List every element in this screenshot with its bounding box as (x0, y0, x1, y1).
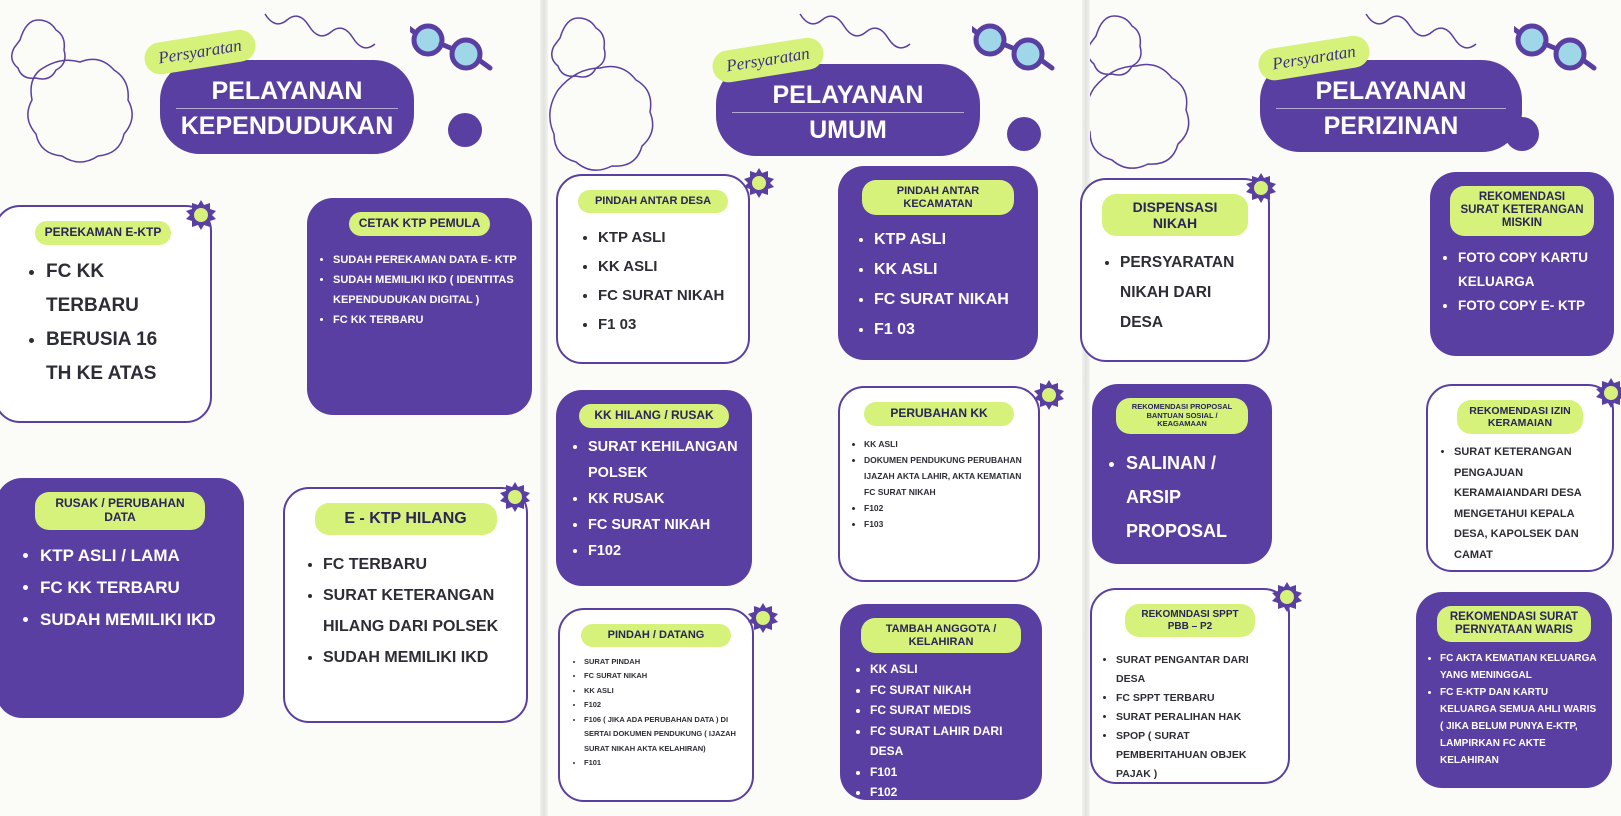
title-line-1: PELAYANAN (772, 81, 924, 109)
sun-badge-icon (1272, 582, 1302, 612)
card-header: PEREKAMAN E-KTP (35, 221, 172, 245)
list-item: • SURAT PERALIHAN HAK (1116, 708, 1274, 727)
list-item: • F106 ( JIKA ADA PERUBAHAN DATA ) DI SERTAI DOKUMEN PENDUKUNG ( IJAZAH SURAT NIKAH AKTA KELAHIRAN) (584, 713, 738, 757)
sun-badge-icon (1596, 378, 1621, 408)
list-item: • SURAT PENGANTAR DARI DESA (1116, 651, 1274, 689)
card-header: PINDAH ANTAR KECAMATAN (862, 180, 1014, 215)
list-item: • SALINAN / ARSIP PROPOSAL (1126, 446, 1258, 548)
glasses-icon (972, 22, 1062, 82)
card-header: KK HILANG / RUSAK (579, 404, 729, 428)
title-line-2: UMUM (809, 116, 887, 144)
card-header: REKOMNDASI SPPT PBB – P2 (1125, 604, 1255, 637)
list-item: • FC SURAT LAHIR DARI DESA (870, 721, 1028, 762)
title-line-1: PELAYANAN (211, 77, 363, 105)
list-item: • FC KK TERBARU (46, 255, 196, 323)
list-item: • SUDAH MEMILIKI IKD ( IDENTITAS KEPENDUDUKAN DIGITAL ) (333, 270, 518, 310)
fold-line (540, 0, 548, 816)
list-item: • KTP ASLI / LAMA (40, 540, 230, 572)
sun-badge-icon (500, 482, 530, 512)
list-item: • KK ASLI (874, 255, 1024, 285)
card-rekomendasi-sppt-pbb (1090, 588, 1290, 784)
list-item: • F102 (588, 538, 738, 564)
card-pindah-datang (558, 608, 754, 802)
panel-umum (548, 0, 1078, 816)
list-item: • F1 03 (874, 315, 1024, 345)
list-item: • FC E-KTP DAN KARTU KELUARGA SEMUA AHLI WARIS ( JIKA BELUM PUNYA E-KTP, LAMPIRKAN FC AKTE KELAHIRAN (1440, 684, 1598, 769)
list-item: • PERSYARATAN NIKAH DARI DESA (1120, 248, 1254, 338)
list-item: • SUDAH MEMILIKI IKD (40, 604, 230, 636)
list-item: • SURAT KETERANGAN PENGAJUAN KERAMAIANDARI DESA MENGETAHUI KEPALA DESA, KAPOLSEK DAN CAMAT (1454, 442, 1598, 565)
list-item: • F1 03 (598, 310, 734, 339)
list-item: • FC KK TERBARU (333, 310, 518, 330)
list-item: • SPOP ( SURAT PEMBERITAHUAN OBJEK PAJAK ) (1116, 727, 1274, 784)
list-item: • F101 (870, 762, 1028, 783)
list-item: • FC SURAT NIKAH (870, 680, 1028, 701)
panel-kependudukan (0, 0, 530, 816)
page-title (160, 60, 414, 154)
list-item: • FC TERBARU (323, 549, 512, 580)
list-item: • KK ASLI (870, 659, 1028, 680)
list-item: • FC SURAT NIKAH (584, 669, 738, 684)
card-header: REKOMENDASI SURAT PERNYATAAN WARIS (1437, 606, 1592, 642)
panel-perizinan (1090, 0, 1621, 816)
list-item: • FC KK TERBARU (40, 572, 230, 604)
glasses-icon (410, 22, 500, 82)
card-kk-hilang-rusak (556, 390, 752, 586)
list-item: • KTP ASLI (598, 223, 734, 252)
list-item: • SURAT PINDAH (584, 655, 738, 670)
card-rekomendasi-proposal (1092, 384, 1272, 564)
card-rekomendasi-surat-pernyataan-waris (1416, 592, 1612, 788)
list-item: • SUDAH PEREKAMAN DATA E- KTP (333, 250, 518, 270)
fold-line (1082, 0, 1090, 816)
title-line-2: PERIZINAN (1323, 112, 1459, 140)
card-header: E - KTP HILANG (315, 503, 497, 535)
list-item: • FOTO COPY E- KTP (1458, 294, 1600, 318)
card-pindah-antar-desa (556, 174, 750, 364)
card-rekomendasi-izin-keramaian (1426, 384, 1614, 572)
card-tambah-anggota-kelahiran (840, 604, 1042, 800)
list-item: • SURAT KEHILANGAN POLSEK (588, 434, 738, 486)
list-item: • FC SPPT TERBARU (1116, 689, 1274, 708)
card-header: DISPENSASI NIKAH (1102, 194, 1247, 236)
list-item: • FC SURAT NIKAH (588, 512, 738, 538)
requirements-tag: Persyaratan (710, 35, 826, 84)
requirements-tag: Persyaratan (1256, 33, 1372, 82)
list-item: • F102 (870, 782, 1028, 803)
sun-badge-icon (748, 603, 778, 633)
sun-badge-icon (186, 200, 216, 230)
card-perubahan-kk (838, 386, 1040, 582)
list-item: • FC SURAT MEDIS (870, 700, 1028, 721)
card-cetak-ktp-pemula (307, 198, 532, 415)
card-header: TAMBAH ANGGOTA / KELAHIRAN (861, 618, 1021, 653)
list-item: • SURAT KETERANGAN HILANG DARI POLSEK (323, 580, 512, 642)
card-header: REKOMENDASI PROPOSAL BANTUAN SOSIAL / KEAGAMAAN (1116, 398, 1248, 434)
list-item: • FC SURAT NIKAH (874, 285, 1024, 315)
list-item: • F101 (584, 756, 738, 771)
sun-badge-icon (1246, 173, 1276, 203)
glasses-icon (1514, 22, 1604, 82)
list-item: • SUDAH MEMILIKI IKD (323, 642, 512, 673)
list-item: • KK ASLI (584, 684, 738, 699)
sun-badge-icon (1034, 380, 1064, 410)
title-line-2: KEPENDUDUKAN (180, 112, 394, 140)
list-item: • KK ASLI (598, 252, 734, 281)
card-header: RUSAK / PERUBAHAN DATA (35, 492, 205, 530)
list-item: • F102 (864, 500, 1024, 516)
card-header: PINDAH / DATANG (581, 624, 731, 647)
card-ektp-hilang (283, 487, 528, 723)
card-dispensasi-nikah (1080, 178, 1270, 362)
list-item: • FC AKTA KEMATIAN KELUARGA YANG MENINGGAL (1440, 650, 1598, 684)
list-item: • F103 (864, 516, 1024, 532)
card-header: PINDAH ANTAR DESA (578, 190, 727, 213)
list-item: • KTP ASLI (874, 225, 1024, 255)
card-header: REKOMENDASI IZIN KERAMAIAN (1457, 400, 1583, 434)
card-rusak-perubahan-data (0, 478, 244, 718)
list-item: • DOKUMEN PENDUKUNG PERUBAHAN IJAZAH AKTA LAHIR, AKTA KEMATIAN FC SURAT NIKAH (864, 452, 1024, 500)
card-header: REKOMENDASI SURAT KETERANGAN MISKIN (1450, 186, 1594, 236)
list-item: • KK ASLI (864, 436, 1024, 452)
list-item: • FOTO COPY KARTU KELUARGA (1458, 246, 1600, 294)
list-item: • F102 (584, 698, 738, 713)
sun-badge-icon (744, 168, 774, 198)
card-header: PERUBAHAN KK (864, 402, 1014, 426)
card-pindah-antar-kecamatan (838, 166, 1038, 360)
card-header: CETAK KTP PEMULA (349, 212, 491, 236)
list-item: • FC SURAT NIKAH (598, 281, 734, 310)
list-item: • BERUSIA 16 TH KE ATAS (46, 323, 196, 391)
title-line-1: PELAYANAN (1315, 77, 1467, 105)
card-perekaman-ektp (0, 205, 212, 423)
requirements-tag: Persyaratan (142, 27, 258, 76)
list-item: • KK RUSAK (588, 486, 738, 512)
card-rekomendasi-surat-keterangan-miskin (1430, 172, 1614, 356)
